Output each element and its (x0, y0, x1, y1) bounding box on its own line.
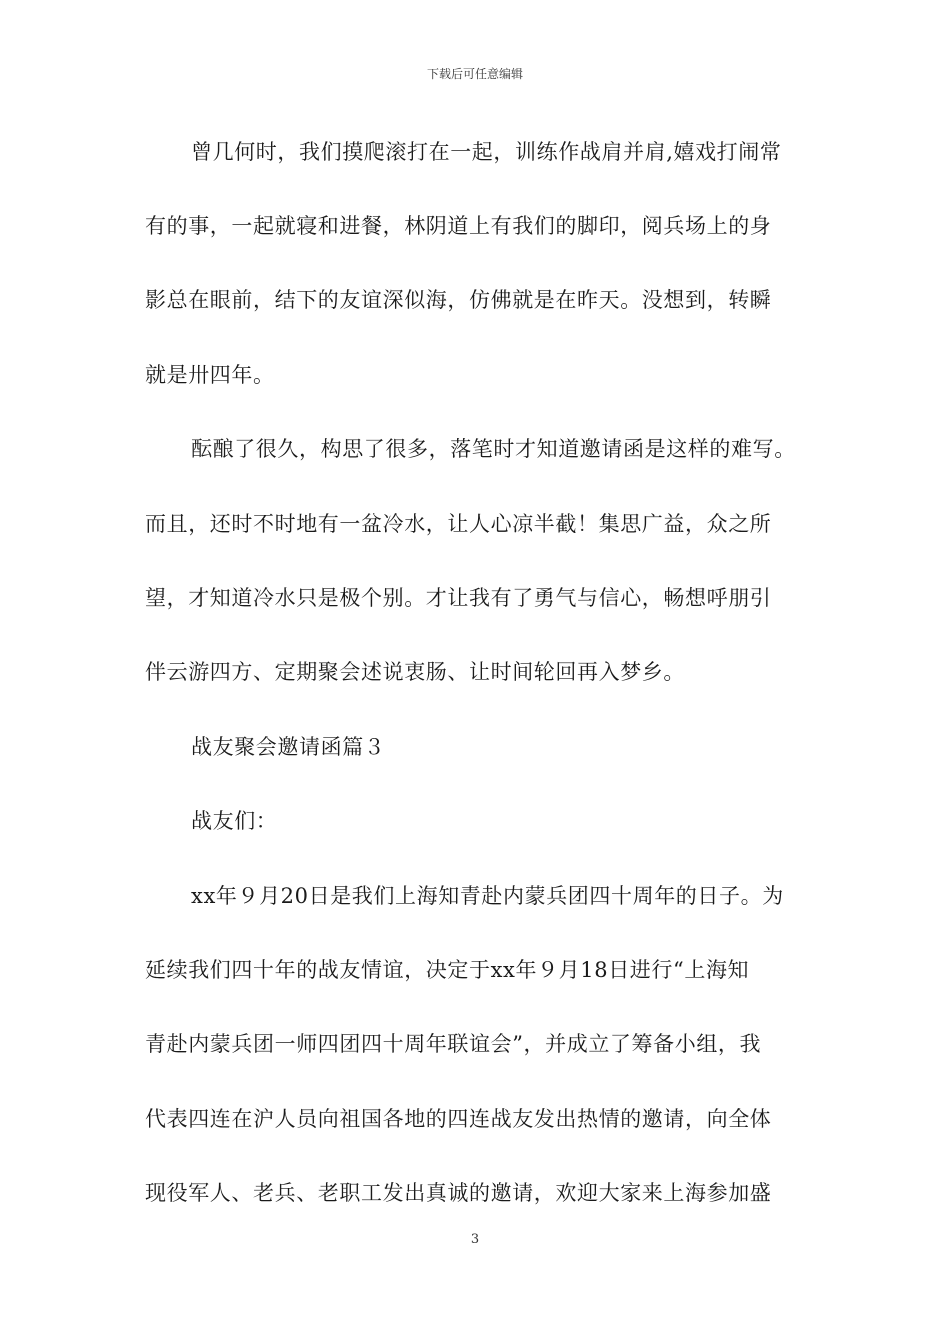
paragraph-line: 代表四连在沪人员向祖国各地的四连战友发出热情的邀请，向全体 (145, 1107, 772, 1131)
paragraph-line: 延续我们四十年的战友情谊，决定于xx年９月18日进行“上海知 (145, 958, 750, 982)
paragraph-line: 影总在眼前，结下的友谊深似海，仿佛就是在昨天。没想到，转瞬 (145, 288, 772, 312)
paragraph-line: 而且，还时不时地有一盆冷水，让人心凉半截！集思广益，众之所 (145, 512, 772, 536)
paragraph-line: 现役军人、老兵、老职工发出真诚的邀请，欢迎大家来上海参加盛 (145, 1181, 772, 1205)
paragraph-line: 就是卅四年。 (145, 363, 275, 387)
section-title: 战友聚会邀请函篇３ (191, 735, 386, 759)
page-number: 3 (470, 1232, 480, 1247)
salutation: 战友们： (191, 809, 278, 833)
paragraph-line: xx年９月20日是我们上海知青赴内蒙兵团四十周年的日子。为 (191, 884, 784, 908)
paragraph-line: 伴云游四方、定期聚会述说衷肠、让时间轮回再入梦乡。 (145, 660, 685, 684)
paragraph-line: 青赴内蒙兵团一师四团四十周年联谊会”，并成立了筹备小组，我 (145, 1032, 762, 1056)
paragraph-line: 曾几何时，我们摸爬滚打在一起，训练作战肩并肩,嬉戏打闹常 (191, 140, 782, 164)
paragraph-line: 望，才知道冷水只是极个别。才让我有了勇气与信心，畅想呼朋引 (145, 586, 772, 610)
paragraph-line: 有的事，一起就寝和进餐，林阴道上有我们的脚印，阅兵场上的身 (145, 214, 772, 238)
page-header: 下载后可任意编辑 (426, 67, 523, 81)
paragraph-line: 酝酿了很久，构思了很多，落笔时才知道邀请函是这样的难写。 (191, 437, 796, 461)
